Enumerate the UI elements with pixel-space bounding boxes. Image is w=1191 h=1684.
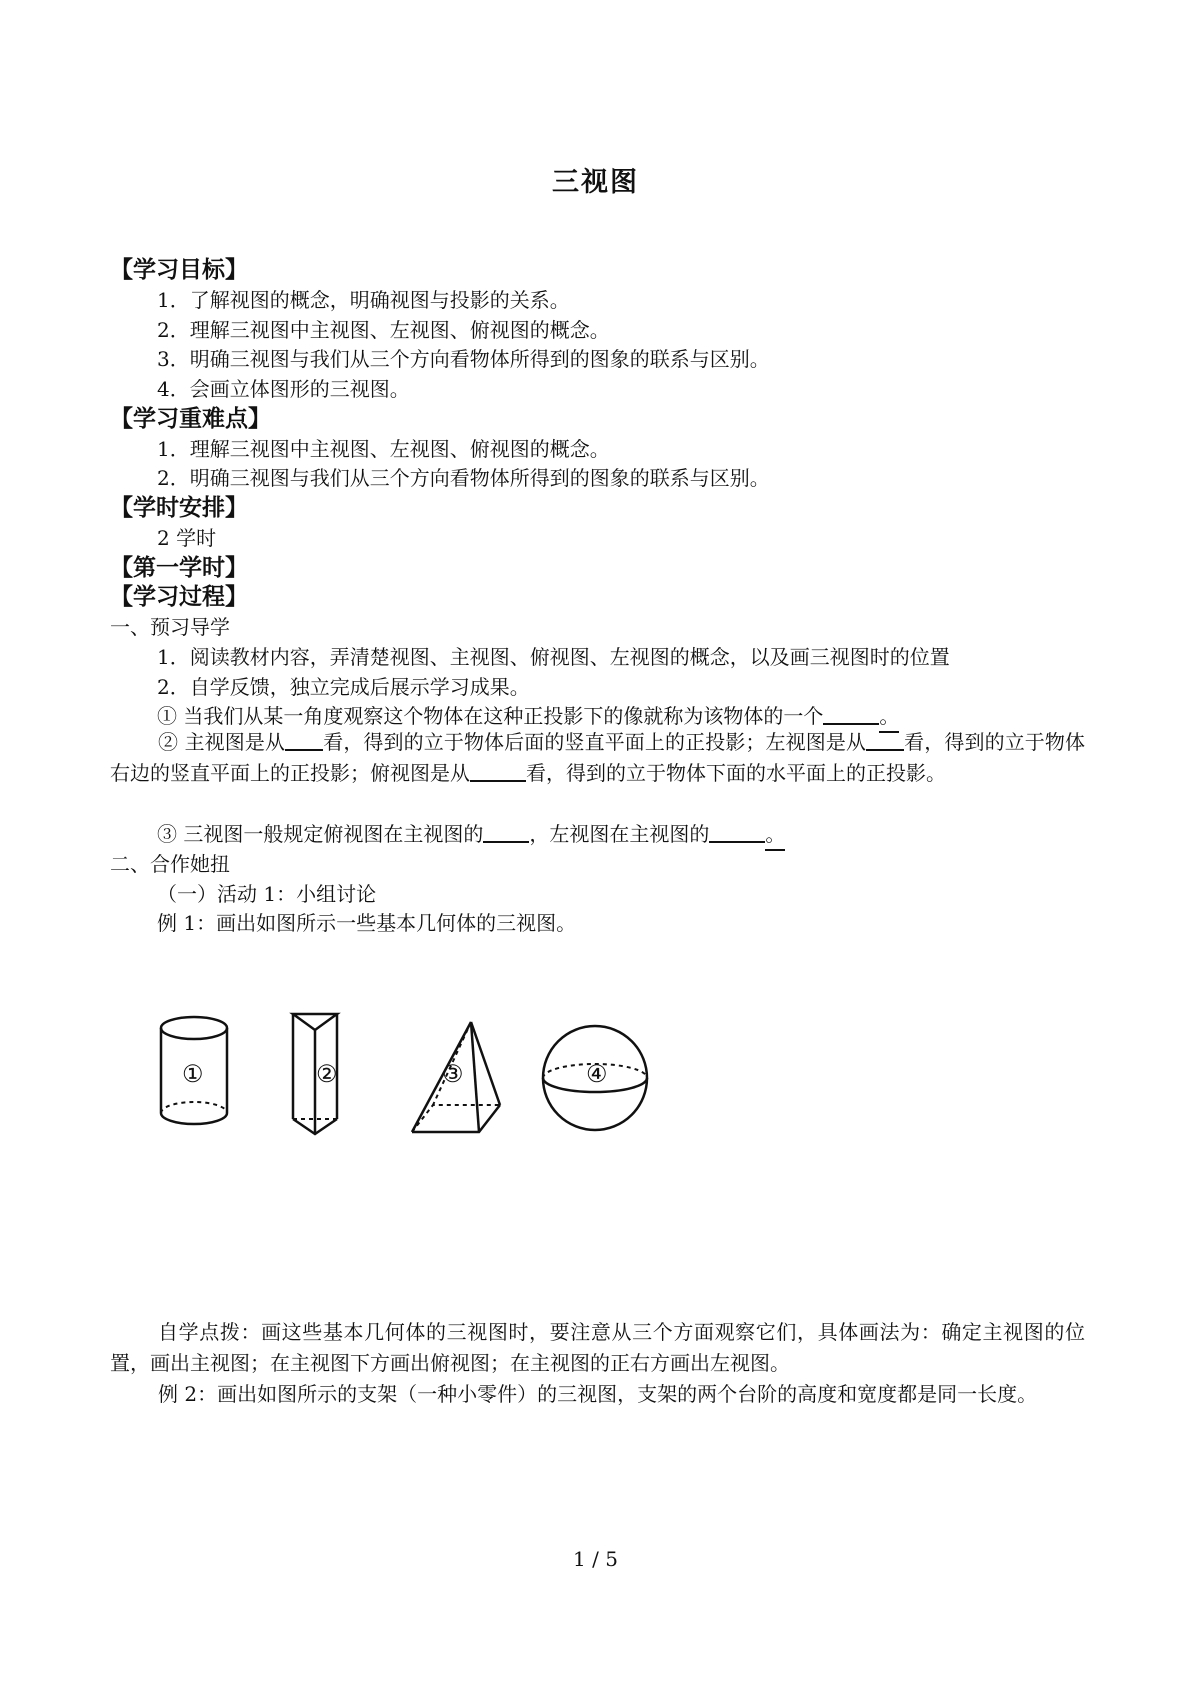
question-1-end: 。	[879, 701, 899, 733]
part1-title: 一、预习导学	[110, 615, 230, 639]
figure-label-2: ②	[316, 1060, 338, 1088]
page-title: 三视图	[552, 167, 639, 198]
example-1: 例 1：画出如图所示一些基本几何体的三视图。	[157, 911, 577, 935]
part1-item2: 2．自学反馈，独立完成后展示学习成果。	[157, 675, 530, 699]
schedule-heading: 【学时安排】	[110, 494, 248, 521]
part2-title: 二、合作她扭	[110, 852, 230, 876]
answer-blank[interactable]	[709, 821, 765, 843]
process-heading: 【学习过程】	[110, 583, 248, 610]
question-2-part-c: 看，得到的立于物体右边的竖直平面上的正投影；俯视图是从	[110, 730, 1086, 785]
answer-blank[interactable]	[470, 760, 526, 782]
hint-paragraph: 自学点拨：画这些基本几何体的三视图时，要注意从三个方面观察它们，具体画法为：确定主视图的位置，画出主视图；在主视图下方画出俯视图；在主视图的正右方画出左视图。	[110, 1320, 1085, 1375]
answer-blank[interactable]	[866, 729, 904, 751]
part1-item1: 1．阅读教材内容，弄清楚视图、主视图、俯视图、左视图的概念，以及画三视图时的位置	[157, 645, 950, 669]
figure-label-4: ④	[586, 1060, 608, 1088]
objective-item: 1．了解视图的概念，明确视图与投影的关系。	[157, 288, 570, 312]
activity-heading: （一）活动 1：小组讨论	[157, 882, 377, 906]
figure-label-1: ①	[182, 1060, 204, 1088]
page-number: 1 / 5	[573, 1547, 618, 1571]
figure-label-3: ③	[442, 1060, 464, 1088]
keypoints-heading: 【学习重难点】	[110, 405, 271, 432]
solids-figure	[150, 1008, 710, 1158]
keypoint-item: 2．明确三视图与我们从三个方向看物体所得到的图象的联系与区别。	[157, 466, 770, 490]
schedule-value: 2 学时	[157, 526, 217, 550]
first-period-heading: 【第一学时】	[110, 554, 248, 581]
question-3-part-a: ③ 三视图一般规定俯视图在主视图的	[157, 822, 484, 846]
example-2: 例 2：画出如图所示的支架（一种小零件）的三视图，支架的两个台阶的高度和宽度都是同一长度。	[158, 1382, 1038, 1406]
answer-blank[interactable]	[483, 821, 529, 843]
question-2	[110, 727, 1085, 789]
question-2-part-b: 看，得到的立于物体后面的竖直平面上的正投影；左视图是从	[323, 730, 867, 754]
keypoint-item: 1．理解三视图中主视图、左视图、俯视图的概念。	[157, 437, 610, 461]
question-2-part-d: 看，得到的立于物体下面的水平面上的正投影。	[526, 761, 946, 785]
question-2-part-a: ② 主视图是从	[158, 730, 286, 754]
objective-item: 4．会画立体图形的三视图。	[157, 377, 410, 401]
question-3-part-b: ，左视图在主视图的	[529, 822, 710, 846]
answer-blank[interactable]	[285, 729, 323, 751]
objective-item: 3．明确三视图与我们从三个方向看物体所得到的图象的联系与区别。	[157, 347, 770, 371]
objectives-heading: 【学习目标】	[110, 256, 248, 283]
answer-blank[interactable]	[823, 703, 879, 725]
question-3	[157, 819, 785, 851]
objective-item: 2．理解三视图中主视图、左视图、俯视图的概念。	[157, 318, 610, 342]
question-1-text: ① 当我们从某一角度观察这个物体在这种正投影下的像就称为该物体的一个	[157, 704, 824, 728]
question-3-end: 。	[765, 819, 785, 851]
